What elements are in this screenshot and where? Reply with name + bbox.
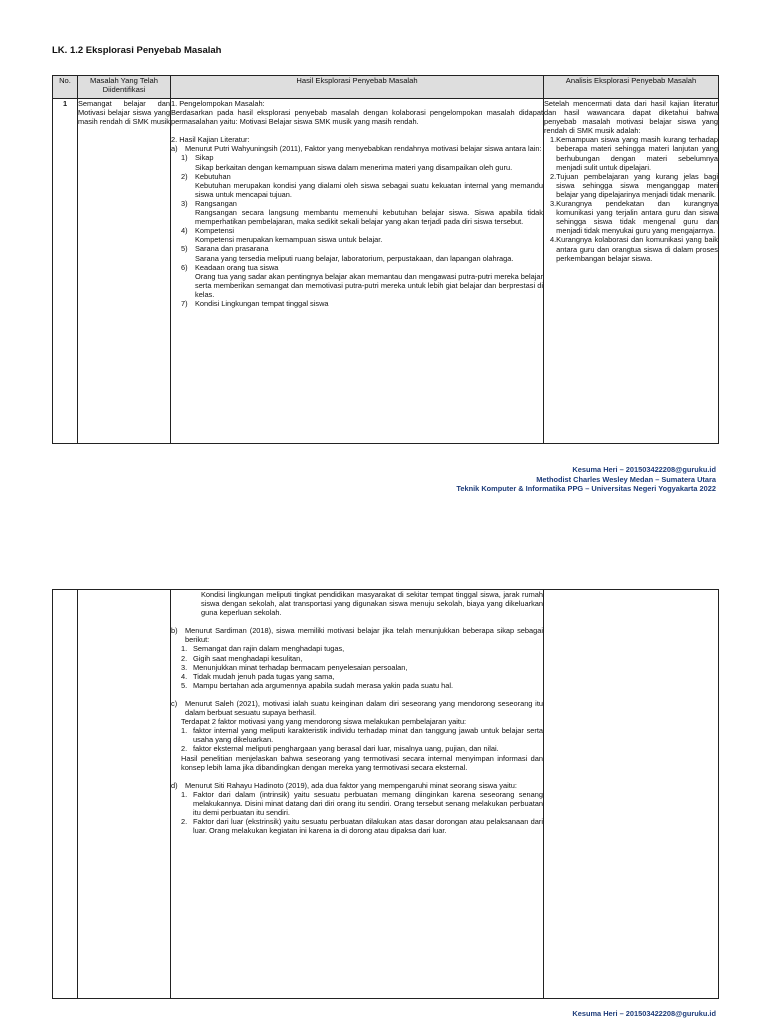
factor-number: 4) bbox=[181, 226, 188, 236]
literature-b bbox=[171, 626, 543, 644]
analisis-item-number: 1. bbox=[550, 135, 557, 145]
list-item-number: 2. bbox=[181, 744, 188, 754]
list-item-text: Gigih saat menghadapi kesulitan, bbox=[193, 653, 303, 663]
list-item-text: Menunjukkan minat terhadap bermacam penyelesaian persoalan, bbox=[193, 662, 408, 672]
factor-body bbox=[195, 299, 329, 308]
masalah-cell-empty bbox=[78, 590, 171, 999]
analisis-item bbox=[550, 135, 718, 171]
factor-body bbox=[195, 226, 382, 244]
factor-number: 5) bbox=[181, 244, 188, 254]
section-2-title: 2. Hasil Kajian Literatur: bbox=[171, 135, 250, 145]
literature-c-prefix: c) bbox=[171, 698, 178, 708]
header-hasil: Hasil Eksplorasi Penyebab Masalah bbox=[171, 76, 544, 99]
analisis-list bbox=[544, 135, 718, 262]
factor-item bbox=[181, 153, 543, 171]
table-row bbox=[53, 99, 719, 444]
list-item-number: 1. bbox=[181, 726, 188, 736]
factor-body bbox=[195, 172, 543, 199]
list-item bbox=[181, 663, 543, 672]
section-1-text: Berdasarkan pada hasil eksplorasi penyebab masalah dengan kolaborasi pengelompokan masalah didapat permasalahan yaitu: Motivasi Belajar siswa SMK musik yang masih rendah. bbox=[171, 108, 543, 127]
list-item-number: 5. bbox=[181, 680, 188, 690]
factor-name: Kompetensi bbox=[195, 226, 235, 236]
footer-author-page-2: Kesuma Heri – 201503422208@guruku.id bbox=[572, 1009, 716, 1018]
analisis-cell-empty bbox=[544, 590, 719, 999]
factor-name: Sarana dan prasarana bbox=[195, 244, 269, 254]
list-item-number: 3. bbox=[181, 662, 188, 672]
factor-body bbox=[195, 244, 513, 262]
factor-body bbox=[195, 263, 543, 299]
analisis-item-number: 2. bbox=[550, 171, 557, 181]
footer bbox=[456, 465, 716, 494]
list-item-text: Mampu bertahan ada argumennya apabila sudah merasa yakin pada suatu hal. bbox=[193, 680, 454, 690]
footer-program: Teknik Komputer & Informatika PPG – Universitas Negeri Yogyakarta 2022 bbox=[456, 484, 716, 493]
analisis-item-text: Kemampuan siswa yang masih kurang terhadap beberapa materi sehingga materi lanjutan yang berhubungan dengan materi sebelumnya menjadi sulit untuk dipelajari. bbox=[556, 135, 718, 172]
list-item-text: Semangat dan rajin dalam menghadapi tugas, bbox=[193, 644, 345, 654]
section-1-title: 1. Pengelompokan Masalah: bbox=[171, 99, 265, 108]
factor-number: 2) bbox=[181, 171, 188, 181]
factor-description: Kebutuhan merupakan kondisi yang dialami oleh siswa sebagai suatu kekuatan internal yang memandu siswa untuk mencapai tujuan. bbox=[195, 180, 543, 199]
list-item bbox=[181, 681, 543, 690]
table-header-row bbox=[53, 76, 719, 99]
analisis-item bbox=[550, 199, 718, 235]
literature-d-prefix: d) bbox=[171, 780, 178, 790]
footer-author: Kesuma Heri – 201503422208@guruku.id bbox=[572, 465, 716, 474]
factor-name: Sikap bbox=[195, 153, 214, 163]
list-item bbox=[181, 744, 543, 753]
list-item bbox=[181, 644, 543, 653]
factor-name: Kondisi Lingkungan tempat tinggal siswa bbox=[195, 298, 329, 308]
hasil-cell bbox=[171, 99, 544, 444]
list-item-text: Faktor dari luar (ekstrinsik) yaitu sesuatu perbuatan dilakukan atas dasar dorongan atau pelaksanaan dari luar. Orang melakukan kegiatan ini karena ia di dorong atau dipaksa dari luar. bbox=[193, 817, 543, 836]
factor-item bbox=[181, 199, 543, 226]
list-item-text: Tidak mudah jenuh pada tugas yang sama, bbox=[193, 671, 335, 681]
factor-number: 6) bbox=[181, 262, 188, 272]
factor-description: Sarana yang tersedia meliputi ruang belajar, laboratorium, perpustakaan, dan lapangan olahraga. bbox=[195, 253, 514, 263]
analisis-item bbox=[550, 172, 718, 199]
header-masalah: Masalah Yang Telah Diidentifikasi bbox=[78, 76, 171, 99]
factor-item bbox=[181, 263, 543, 299]
analisis-item-number: 4. bbox=[550, 235, 557, 245]
factor-name: Keadaan orang tua siswa bbox=[195, 262, 279, 272]
factor-item bbox=[181, 244, 543, 262]
factor-name: Kebutuhan bbox=[195, 171, 231, 181]
list-item-text: Faktor dari dalam (intrinsik) yaitu sesuatu perbuatan memang diinginkan karena seseorang senang melakukannya. Disini minat datang dari diri orang itu sendiri. Orang tersebut senang melakukan perbuatan itu demi perbuatan itu sendiri. bbox=[193, 789, 543, 817]
list-item-text: faktor internal yang meliputi karakteristik individu terhadap minat dan tanggung jawab untuk belajar serta usaha yang dikeluarkan. bbox=[193, 726, 543, 745]
factor-body bbox=[195, 199, 543, 226]
literature-b-text: Menurut Sardiman (2018), siswa memiliki motivasi belajar jika telah menunjukkan beberapa sikap sebagai berikut: bbox=[185, 626, 543, 645]
list-item bbox=[181, 790, 543, 817]
literature-c-result: Hasil penelitian menjelaskan bahwa seseorang yang termotivasi secara internal menyimpan informasi dan konsep lebih lama jika dibandingkan dengan mereka yang termotivasi secara eksternal. bbox=[181, 753, 543, 772]
literature-d bbox=[171, 781, 543, 790]
worksheet-title: LK. 1.2 Eksplorasi Penyebab Masalah bbox=[52, 45, 222, 56]
masalah-cell: Semangat belajar dan Motivasi belajar siswa yang masih rendah di SMK musik bbox=[78, 99, 171, 444]
literature-b-prefix: b) bbox=[171, 626, 178, 636]
factor-number: 1) bbox=[181, 153, 188, 163]
factor-body bbox=[195, 153, 512, 171]
list-item-text: faktor eksternal meliputi penghargaan yang berasal dari luar, misalnya uang, pujian, dan nilai. bbox=[193, 744, 499, 754]
list-item-number: 1. bbox=[181, 789, 188, 799]
list-item-number: 1. bbox=[181, 644, 188, 654]
list-item bbox=[181, 672, 543, 681]
factor-number: 7) bbox=[181, 298, 188, 308]
analisis-cell bbox=[544, 99, 719, 444]
analisis-item bbox=[550, 235, 718, 262]
literature-c-list bbox=[171, 726, 543, 753]
list-item-number: 2. bbox=[181, 653, 188, 663]
list-item bbox=[181, 726, 543, 744]
table-row bbox=[53, 590, 719, 999]
factor-list bbox=[171, 153, 543, 308]
literature-b-list bbox=[171, 644, 543, 689]
row-number: 1 bbox=[53, 99, 78, 444]
analisis-item-text: Kurangnya kolaborasi dan komunikasi yang baik antara guru dan orangtua siswa di dalam proses perkembangan belajar siswa. bbox=[556, 235, 718, 263]
header-no: No. bbox=[53, 76, 78, 99]
list-item-number: 4. bbox=[181, 671, 188, 681]
literature-c bbox=[171, 699, 543, 717]
factor-description: Sikap berkaitan dengan kemampuan siswa dalam menerima materi yang disampaikan oleh guru. bbox=[195, 162, 513, 172]
row-number-empty bbox=[53, 590, 78, 999]
literature-a bbox=[171, 144, 543, 153]
list-item bbox=[181, 817, 543, 835]
literature-d-list bbox=[171, 790, 543, 835]
exploration-table-continued bbox=[52, 589, 719, 999]
footer-page-2 bbox=[572, 1009, 716, 1019]
list-item bbox=[181, 654, 543, 663]
factor-description: Kompetensi merupakan kemampuan siswa untuk belajar. bbox=[195, 235, 383, 245]
literature-a-text: Menurut Putri Wahyuningsih (2011), Faktor yang menyebabkan rendahnya motivasi belajar siswa antara lain: bbox=[185, 144, 542, 154]
footer-school: Methodist Charles Wesley Medan – Sumatera Utara bbox=[536, 474, 716, 484]
analisis-item-text: Tujuan pembelajaran yang kurang jelas bagi siswa sehingga siswa menganggap materi belajar yang dipelajarinya menjadi tidak menarik. bbox=[556, 171, 718, 199]
analisis-intro: Setelah mencermati data dari hasil kajian literatur dan hasil wawancara dapat diketahui bahwa penyebab masalah motivasi belajar siswa yang rendah di SMK musik adalah: bbox=[544, 99, 718, 136]
header-analisis: Analisis Eksplorasi Penyebab Masalah bbox=[544, 76, 719, 99]
factor-name: Rangsangan bbox=[195, 198, 237, 208]
literature-c-text: Menurut Saleh (2021), motivasi ialah suatu keinginan dalam diri seseorang yang mendorong seseorang itu dalam berbuat sesuatu supaya berhasil. bbox=[185, 698, 543, 718]
factor-number: 3) bbox=[181, 198, 188, 208]
literature-a-prefix: a) bbox=[171, 144, 178, 154]
literature-c-text2: Terdapat 2 faktor motivasi yang yang mendorong siswa melakukan pembelajaran yaitu: bbox=[181, 717, 467, 727]
factor-item bbox=[181, 172, 543, 199]
hasil-cell-continued bbox=[171, 590, 544, 999]
literature-d-text: Menurut Siti Rahayu Hadinoto (2019), ada dua faktor yang mempengaruhi minat seorang siswa yaitu: bbox=[185, 780, 517, 790]
list-item-number: 2. bbox=[181, 817, 188, 827]
factor-description: Orang tua yang sadar akan pentingnya belajar akan memantau dan mengawasi putra-putri mereka belajar serta memberikan semangat dan memotivasi putra-putri mereka untuk lebih giat belajar dan berprestasi di kelas. bbox=[195, 271, 543, 299]
exploration-table bbox=[52, 75, 719, 444]
kondisi-text: Kondisi lingkungan meliputi tingkat pendidikan masyarakat di sekitar tempat tinggal siswa, jarak rumah siswa dengan sekolah, alat transportasi yang digunakan siswa menuju sekolah, biaya yang dikeluarkan guna keperluan sekolah. bbox=[201, 590, 543, 618]
factor-description: Rangsangan secara langsung membantu memenuhi kebutuhan belajar siswa. Siswa apabila tidak memperhatikan pembelajaran, maka sedikit sekali belajar yang akan terjadi pada diri siswa tersebut. bbox=[195, 208, 543, 227]
factor-item bbox=[181, 299, 543, 308]
factor-item bbox=[181, 226, 543, 244]
analisis-item-text: Kurangnya pendekatan dan kurangnya komunikasi yang terjalin antara guru dan siswa sehingga siswa tidak mengenal guru dan menjadi tidak menyukai guru yang mengajarnya. bbox=[556, 199, 718, 236]
analisis-item-number: 3. bbox=[550, 199, 557, 209]
